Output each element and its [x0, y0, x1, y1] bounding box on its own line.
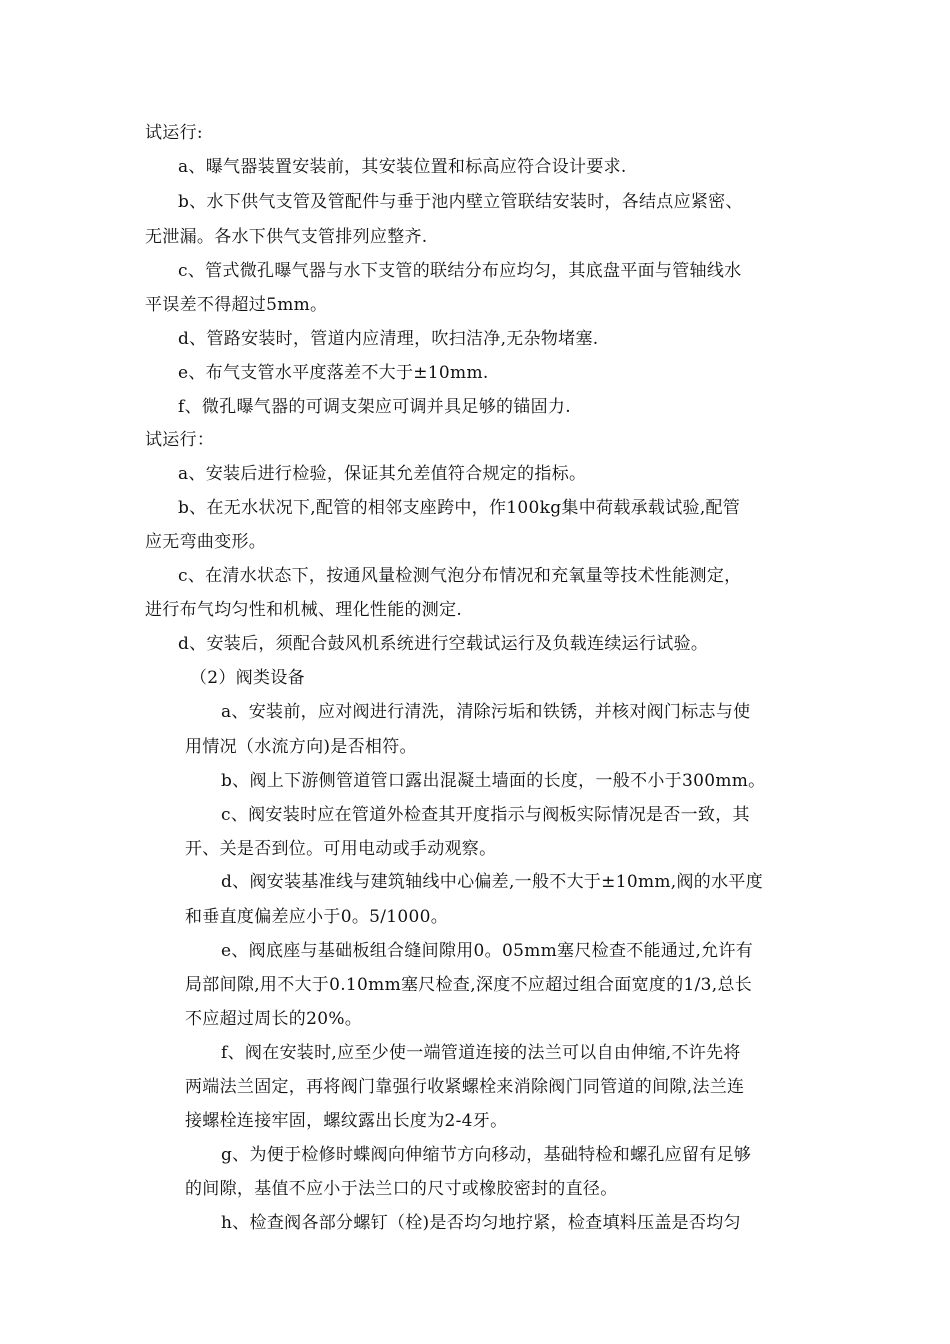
valve-paragraph-h: h、检查阀各部分螺钉（栓)是否均匀地拧紧，检查填料压盖是否均匀	[221, 1213, 741, 1233]
paragraph-a-2: a、安装后进行检验，保证其允差值符合规定的指标。	[178, 464, 587, 484]
valve-paragraph-a: a、安装前，应对阀进行清洗，清除污垢和铁锈，并核对阀门标志与使	[221, 702, 751, 722]
valve-paragraph-f: f、阀在安装时,应至少使一端管道连接的法兰可以自由伸缩,不许先将	[221, 1043, 741, 1063]
valve-paragraph-g-cont: 的间隙，基值不应小于法兰口的尺寸或橡胶密封的直径。	[185, 1179, 618, 1199]
valve-paragraph-d: d、阀安装基准线与建筑轴线中心偏差,一般不大于±10mm,阀的水平度	[221, 872, 764, 892]
paragraph-f-1: f、微孔曝气器的可调支架应可调并具足够的锚固力.	[178, 397, 571, 417]
valve-paragraph-b: b、阀上下游侧管道管口露出混凝土墙面的长度，一般不小于300mm。	[221, 771, 766, 791]
paragraph-c-1: c、管式微孔曝气器与水下支管的联结分布应均匀，其底盘平面与管轴线水	[178, 261, 742, 281]
paragraph-e-1: e、布气支管水平度落差不大于±10mm.	[178, 363, 489, 383]
valve-paragraph-e: e、阀底座与基础板组合缝间隙用0。05mm塞尺检查不能通过,允许有	[221, 941, 754, 961]
valve-paragraph-a-cont: 用情况（水流方向)是否相符。	[185, 737, 417, 757]
paragraph-b-1-cont: 无泄漏。各水下供气支管排列应整齐.	[145, 227, 428, 247]
valve-paragraph-c-cont: 开、关是否到位。可用电动或手动观察。	[185, 839, 497, 859]
paragraph-c-2: c、在清水状态下，按通风量检测气泡分布情况和充氧量等技术性能测定，	[178, 566, 742, 586]
valve-paragraph-g: g、为便于检修时蝶阀向伸缩节方向移动，基础特检和螺孔应留有足够	[221, 1145, 752, 1165]
paragraph-c-2-cont: 进行布气均匀性和机械、理化性能的测定.	[145, 600, 463, 620]
paragraph-a-1: a、曝气器装置安装前，其安装位置和标高应符合设计要求.	[178, 157, 627, 177]
valve-paragraph-d-cont: 和垂直度偏差应小于0。5/1000。	[185, 907, 449, 927]
heading-trial-run-1: 试运行:	[145, 123, 203, 143]
valve-paragraph-e-cont-2: 不应超过周长的20%。	[185, 1009, 363, 1029]
valve-paragraph-c: c、阀安装时应在管道外检查其开度指示与阀板实际情况是否一致，其	[221, 805, 750, 825]
paragraph-c-1-cont: 平误差不得超过5mm。	[145, 295, 328, 315]
paragraph-b-2-cont: 应无弯曲变形。	[145, 532, 267, 552]
paragraph-d-2: d、安装后，须配合鼓风机系统进行空载试运行及负载连续运行试验。	[178, 634, 709, 654]
valve-paragraph-f-cont: 两端法兰固定，再将阀门靠强行收紧螺栓来消除阀门同管道的间隙,法兰连	[185, 1077, 745, 1097]
valve-paragraph-e-cont: 局部间隙,用不大于0.10mm塞尺检查,深度不应超过组合面宽度的1/3,总长	[185, 975, 753, 995]
valve-paragraph-f-cont-2: 接螺栓连接牢固，螺纹露出长度为2-4牙。	[185, 1111, 508, 1131]
paragraph-b-1: b、水下供气支管及管配件与垂于池内壁立管联结安装时，各结点应紧密、	[178, 192, 743, 212]
section-heading-valves: （2）阀类设备	[190, 668, 305, 688]
paragraph-d-1: d、管路安装时，管道内应清理，吹扫洁净,无杂物堵塞.	[178, 329, 599, 349]
heading-trial-run-2: 试运行：	[145, 430, 215, 450]
paragraph-b-2: b、在无水状况下,配管的相邻支座跨中，作100kg集中荷载承载试验,配管	[178, 498, 741, 518]
